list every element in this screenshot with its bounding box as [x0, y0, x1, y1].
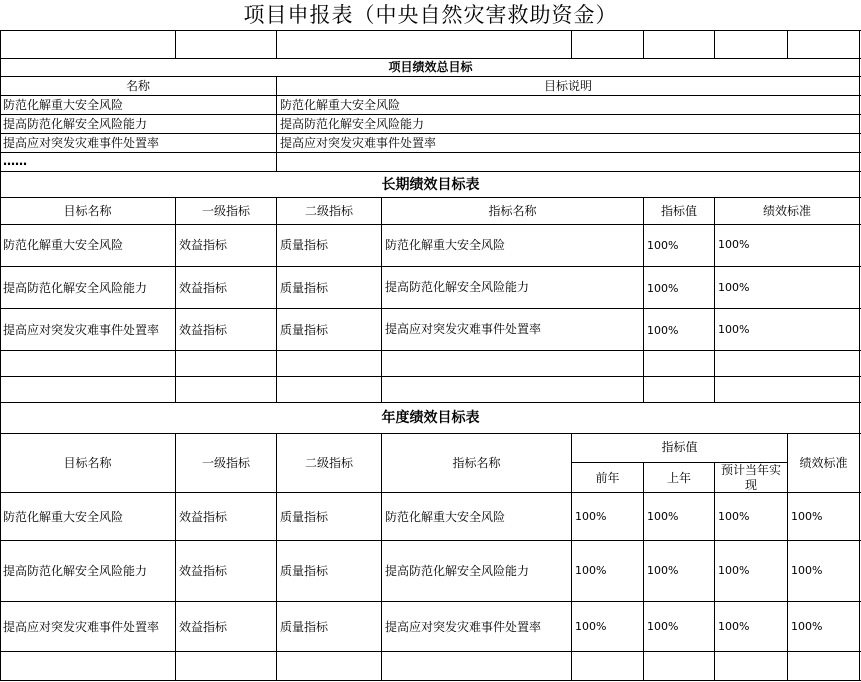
lt-goal: 防范化解重大安全风险	[3, 238, 124, 252]
overall-col-name: 名称	[125, 79, 150, 93]
an-indicator: 防范化解重大安全风险	[385, 510, 506, 524]
an-prev: 100%	[575, 510, 607, 523]
grid-line	[643, 197, 644, 402]
grid-line	[0, 76, 861, 77]
page-title: 项目申报表（中央自然灾害救助资金）	[243, 3, 618, 27]
lt-indicator: 提高应对突发灾难事件处置率	[385, 322, 542, 336]
an-l2: 质量指标	[280, 564, 329, 578]
lt-goal: 提高应对突发灾难事件处置率	[3, 323, 160, 337]
lt-l2: 质量指标	[280, 281, 329, 295]
an-expected: 100%	[718, 564, 750, 577]
an-goal: 提高防范化解安全风险能力	[3, 564, 148, 578]
lt-header-indicator: 指标名称	[488, 204, 537, 218]
grid-line	[0, 540, 861, 541]
overall-col-desc: 目标说明	[543, 79, 592, 93]
grid-line	[276, 197, 277, 402]
an-expected: 100%	[718, 510, 750, 523]
grid-line	[175, 197, 176, 402]
grid-line	[0, 95, 861, 96]
grid-line	[643, 462, 644, 681]
lt-standard: 100%	[718, 238, 750, 251]
grid-line	[714, 462, 715, 681]
overall-row-desc: 防范化解重大安全风险	[280, 98, 401, 112]
lt-l1: 效益指标	[179, 281, 228, 295]
lt-value: 100%	[647, 239, 679, 252]
grid-line	[714, 30, 715, 58]
grid-line	[0, 308, 861, 309]
an-goal: 防范化解重大安全风险	[3, 510, 124, 524]
overall-ellipsis: ……	[3, 154, 27, 168]
an-l1: 效益指标	[179, 510, 228, 524]
an-header-expected: 预计当年实现	[720, 463, 781, 492]
grid-line	[0, 433, 861, 434]
overall-goals-heading: 项目绩效总目标	[388, 60, 473, 74]
lt-standard: 100%	[718, 323, 750, 336]
overall-row-name: 提高应对突发灾难事件处置率	[3, 136, 160, 150]
an-l2: 质量指标	[280, 620, 329, 634]
lt-header-value: 指标值	[660, 204, 697, 218]
grid-line	[0, 30, 1, 681]
grid-line	[714, 197, 715, 402]
an-last: 100%	[647, 620, 679, 633]
an-standard: 100%	[791, 564, 823, 577]
lt-header-goal: 目标名称	[63, 204, 112, 218]
overall-row-name: 防范化解重大安全风险	[3, 98, 124, 112]
grid-line	[0, 601, 861, 602]
an-last: 100%	[647, 510, 679, 523]
lt-value: 100%	[647, 282, 679, 295]
lt-header-l2: 二级指标	[304, 204, 353, 218]
lt-l2: 质量指标	[280, 323, 329, 337]
lt-l2: 质量指标	[280, 238, 329, 252]
grid-line	[0, 376, 861, 377]
an-header-value: 指标值	[661, 440, 698, 454]
an-header-last: 上年	[666, 471, 691, 485]
grid-line	[0, 197, 861, 198]
grid-line	[0, 152, 861, 153]
overall-row-name: 提高防范化解安全风险能力	[3, 117, 148, 131]
an-last: 100%	[647, 564, 679, 577]
an-standard: 100%	[791, 510, 823, 523]
grid-line	[0, 402, 861, 403]
lt-standard: 100%	[718, 281, 750, 294]
grid-line	[276, 30, 277, 58]
an-l1: 效益指标	[179, 620, 228, 634]
lt-header-l1: 一级指标	[201, 204, 250, 218]
grid-line	[0, 651, 861, 652]
grid-line	[0, 30, 861, 31]
an-prev: 100%	[575, 564, 607, 577]
an-header-standard: 绩效标准	[799, 456, 848, 470]
grid-line	[859, 30, 860, 681]
lt-goal: 提高防范化解安全风险能力	[3, 281, 148, 295]
grid-line	[0, 266, 861, 267]
grid-line	[0, 350, 861, 351]
overall-row-desc: 提高防范化解安全风险能力	[280, 117, 425, 131]
lt-indicator: 防范化解重大安全风险	[385, 238, 506, 252]
lt-l1: 效益指标	[179, 323, 228, 337]
grid-line	[571, 30, 572, 58]
grid-line	[0, 224, 861, 225]
an-indicator: 提高应对突发灾难事件处置率	[385, 620, 542, 634]
an-header-prev: 前年	[595, 471, 620, 485]
an-goal: 提高应对突发灾难事件处置率	[3, 620, 160, 634]
lt-indicator: 提高防范化解安全风险能力	[385, 280, 530, 294]
an-header-goal: 目标名称	[63, 456, 112, 470]
annual-heading: 年度绩效目标表	[381, 410, 480, 426]
grid-line	[0, 680, 861, 681]
lt-header-standard: 绩效标准	[762, 204, 811, 218]
grid-line	[0, 114, 861, 115]
long-term-heading: 长期绩效目标表	[381, 177, 480, 193]
grid-line	[787, 30, 788, 58]
an-l2: 质量指标	[280, 510, 329, 524]
an-header-l1: 一级指标	[201, 456, 250, 470]
grid-line	[643, 30, 644, 58]
grid-line	[381, 197, 382, 402]
an-header-l2: 二级指标	[304, 456, 353, 470]
an-header-indicator: 指标名称	[452, 456, 501, 470]
grid-line	[0, 171, 861, 172]
an-l1: 效益指标	[179, 564, 228, 578]
lt-l1: 效益指标	[179, 238, 228, 252]
lt-value: 100%	[647, 324, 679, 337]
an-expected: 100%	[718, 620, 750, 633]
grid-line	[0, 133, 861, 134]
overall-row-desc: 提高应对突发灾难事件处置率	[280, 136, 437, 150]
grid-line	[175, 30, 176, 58]
an-prev: 100%	[575, 620, 607, 633]
an-standard: 100%	[791, 620, 823, 633]
an-indicator: 提高防范化解安全风险能力	[385, 564, 530, 578]
